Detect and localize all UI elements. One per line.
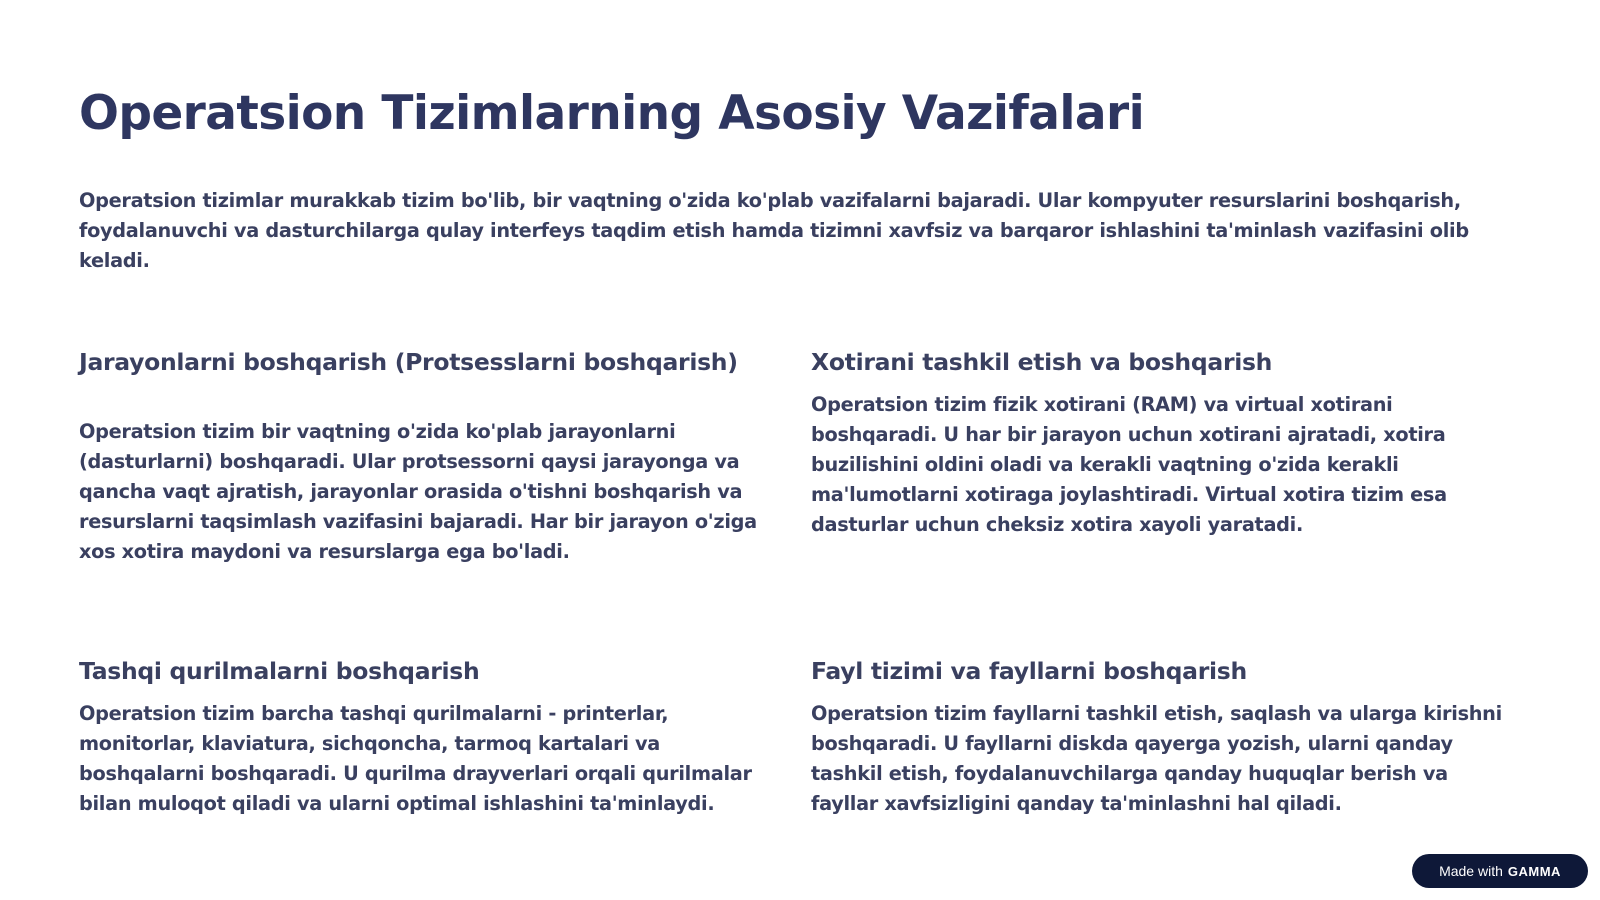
card-body: Operatsion tizim barcha tashqi qurilmalarni - printerlar, monitorlar, klaviatura, sichqoncha, tarmoq kartalari va boshqalarni boshqaradi. U qurilma drayverlari orqali qurilmalar bilan muloqot qiladi va ularni optimal ishlashini ta'minlaydi. [79,702,752,815]
card-heading: Xotirani tashkil etish va boshqarish [811,348,1273,376]
card-process-management [79,347,779,567]
card-device-management [79,656,779,819]
card-body: Operatsion tizim bir vaqtning o'zida ko'plab jarayonlarni (dasturlarni) boshqaradi. Ular protsessorni qaysi jarayonga va qancha vaqt ajratish, jarayonlar orasida o'tishni boshqarish va resurslarni taqsimlash vazifasini bajaradi. Har bir jarayon o'ziga xos xotira maydoni va resurslarga ega bo'ladi. [79,420,757,563]
card-heading: Tashqi qurilmalarni boshqarish [79,657,480,685]
intro-paragraph: Operatsion tizimlar murakkab tizim bo'lib, bir vaqtning o'zida ko'plab vazifalarni bajaradi. Ular kompyuter resurslarini boshqarish, foydalanuvchi va dasturchilarga qulay interfeys taqdim etish hamda tizimni xavfsiz va barqaror ishlashini ta'minlash vazifasini olib keladi. [79,189,1469,272]
card-file-management [811,656,1516,819]
card-body: Operatsion tizim fayllarni tashkil etish, saqlash va ularga kirishni boshqaradi. U fayllarni diskda qayerga yozish, ularni qanday tashkil etish, foydalanuvchilarga qanday huquqlar berish va fayllar xavfsizligini qanday ta'minlashni hal qiladi. [811,702,1502,815]
gamma-logo: GAMMA [1507,863,1561,879]
card-memory-management [811,347,1516,540]
card-body: Operatsion tizim fizik xotirani (RAM) va virtual xotirani boshqaradi. U har bir jarayon uchun xotirani ajratadi, xotira buzilishini oldini oladi va kerakli vaqtning o'zida kerakli ma'lumotlarni xotiraga joylashtiradi. Virtual xotira tizim esa dasturlar uchun cheksiz xotira xayoli yaratadi. [811,393,1447,536]
badge-made-label: Made with [1439,863,1503,879]
page-title: Operatsion Tizimlarning Asosiy Vazifalari [79,86,1145,141]
card-heading: Jarayonlarni boshqarish (Protsesslarni boshqarish) [79,348,738,376]
made-with-gamma-badge[interactable] [1412,854,1588,888]
card-heading: Fayl tizimi va fayllarni boshqarish [811,657,1247,685]
